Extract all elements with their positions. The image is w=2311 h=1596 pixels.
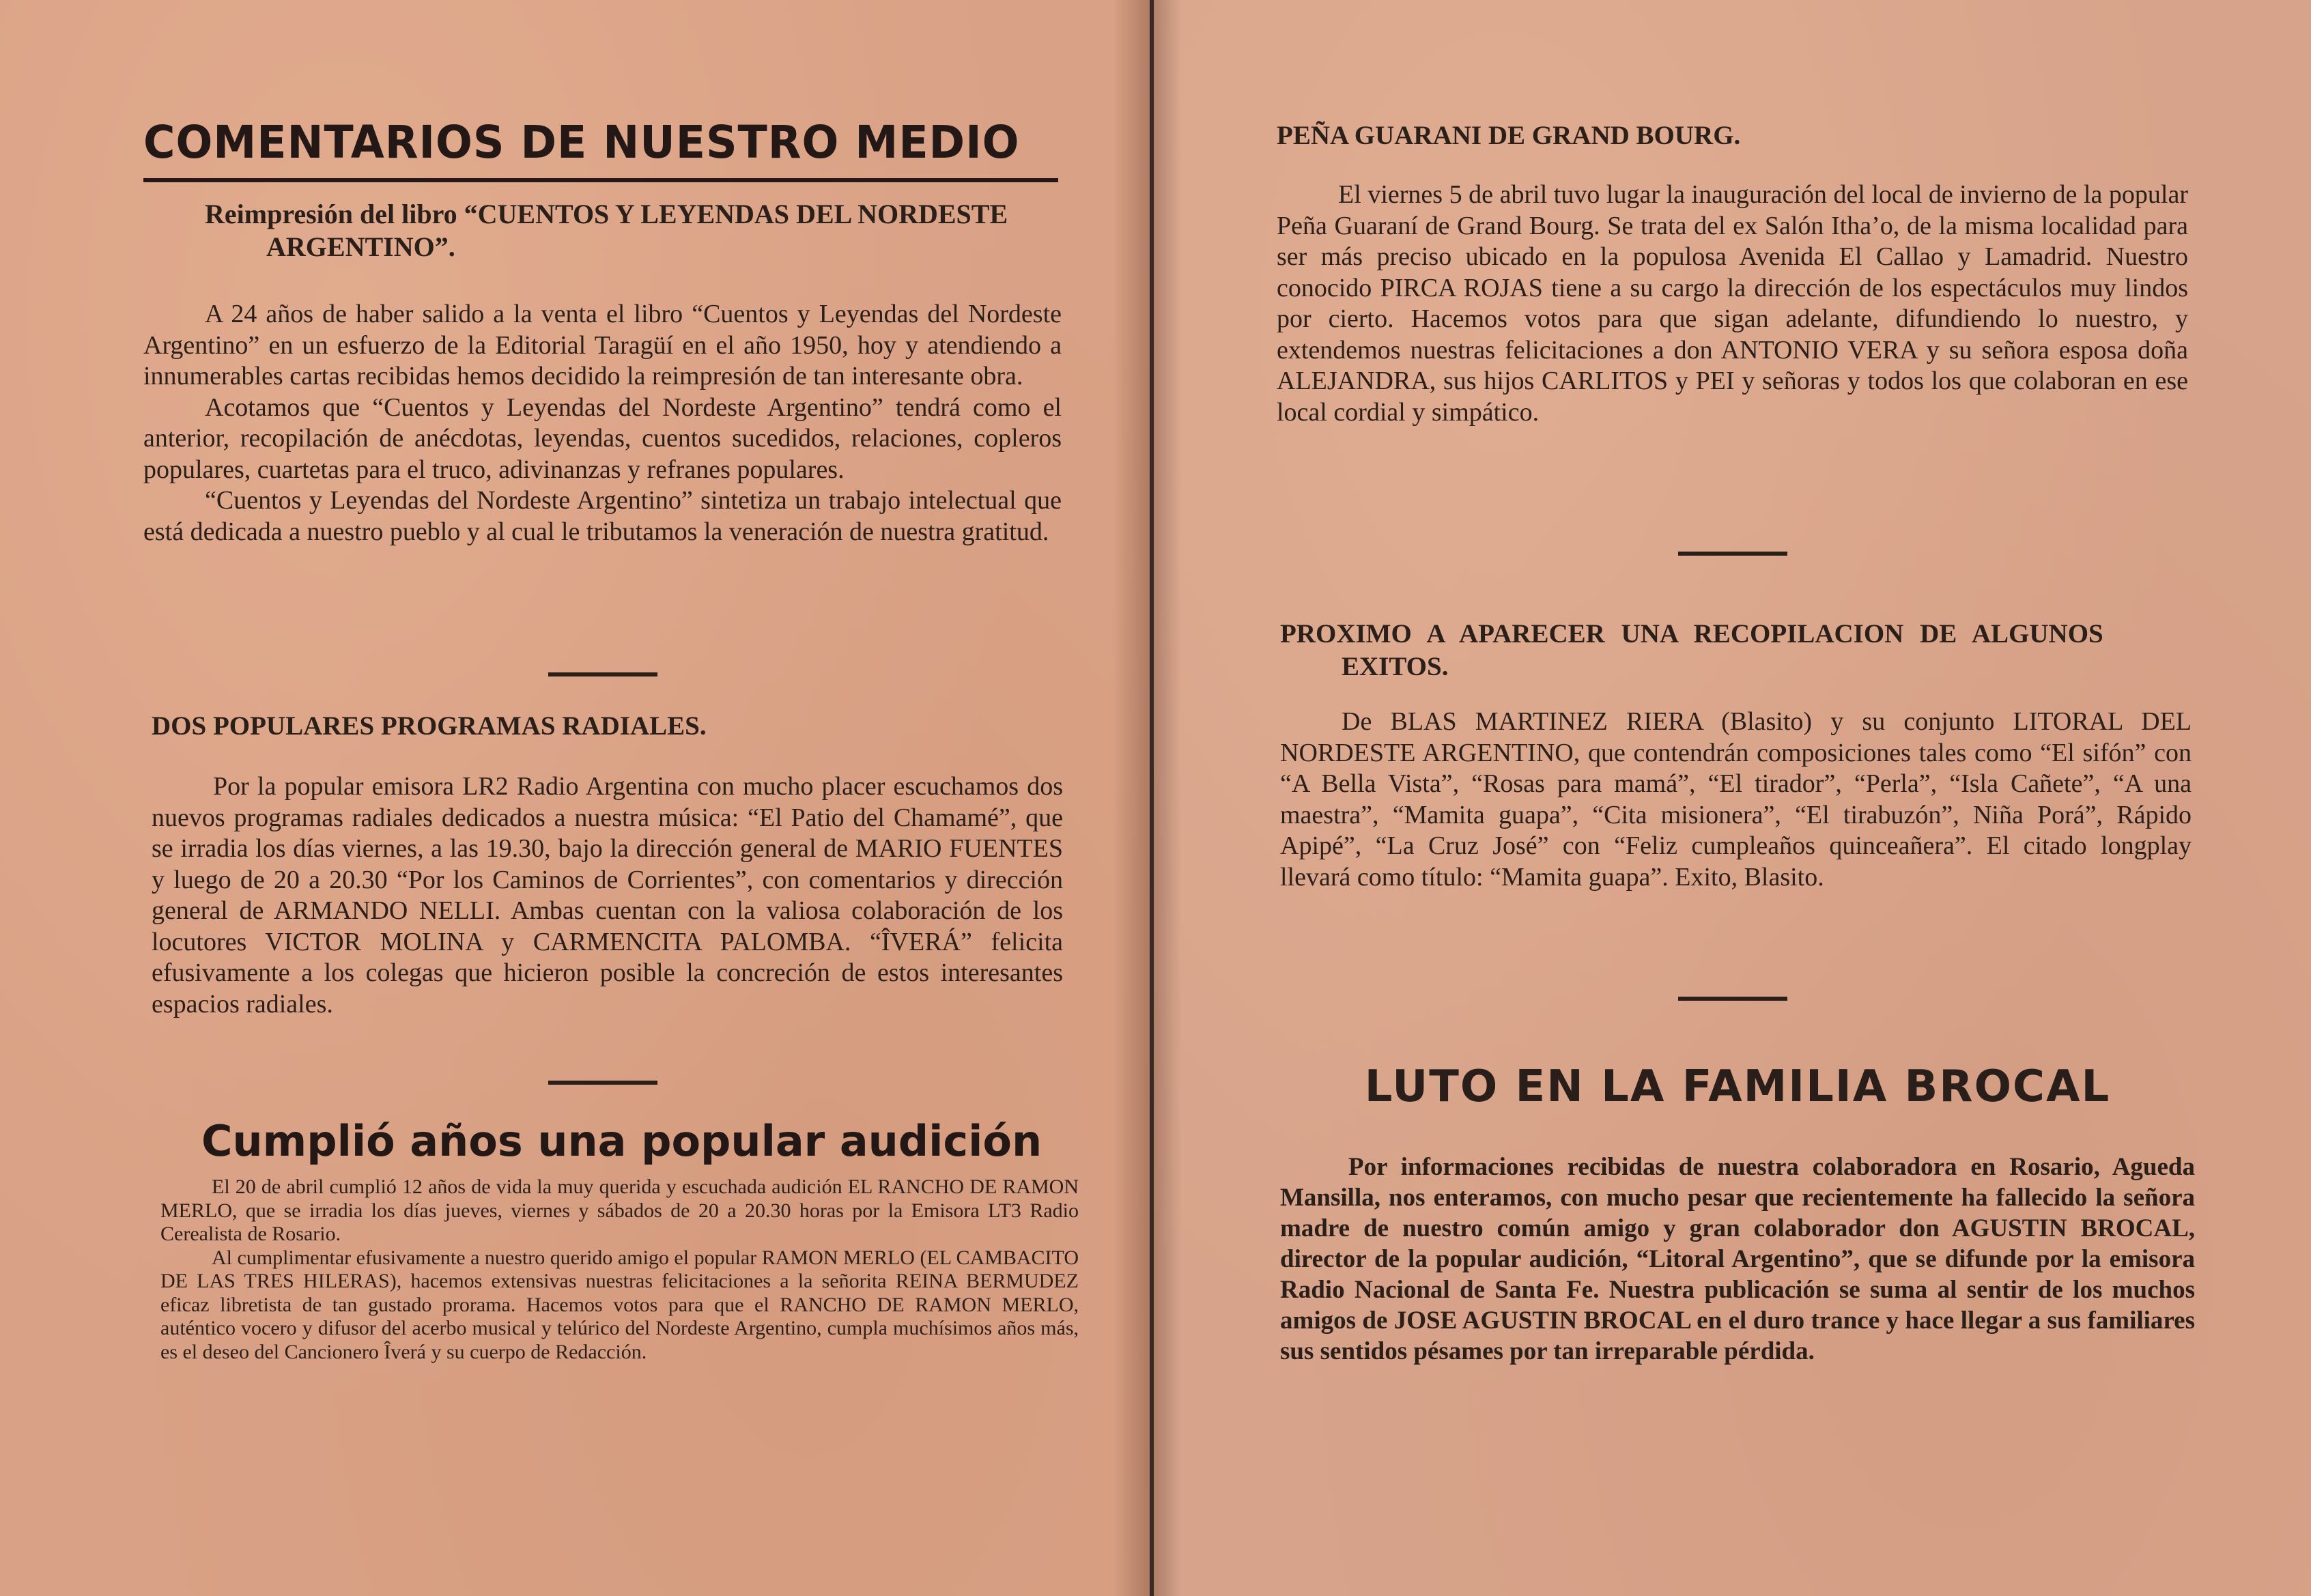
masthead-title: COMENTARIOS DE NUESTRO MEDIO bbox=[143, 116, 1020, 169]
article-title: Reimpresión del libro “CUENTOS Y LEYENDAS DEL NORDESTE ARGENTINO”. bbox=[205, 199, 1008, 262]
article-recopilacion-exitos bbox=[1280, 618, 2192, 893]
article-cumplio-anos bbox=[160, 1116, 1079, 1364]
divider-rule bbox=[1678, 997, 1787, 1001]
article-reimpresion bbox=[143, 198, 1062, 547]
article-title: DOS POPULARES PROGRAMAS RADIALES. bbox=[152, 711, 707, 741]
article-paragraph: El viernes 5 de abril tuvo lugar la inauguración del local de invierno de la popular Peña Guaraní de Grand Bourg. Se trata del ex Salón Itha’o, de la misma localidad para ser más preciso ubicado en la populosa Avenida El Callao y Lamadrid. Nuestro conocido PIRCA ROJAS tiene a su cargo la dirección de los espectáculos muy lindos por cierto. Hacemos votos para que sigan adelante, difundiendo lo nuestro, y extendemos nuestras felicitaciones a don ANTONIO VERA y su señora esposa doña ALEJANDRA, sus hijos CARLITOS y PEI y señoras y todos los que colaboran en ese local cordial y simpático. bbox=[1277, 180, 2188, 427]
article-paragraph: “Cuentos y Leyendas del Nordeste Argentino” sintetiza un trabajo intelectual que está dedicada a nuestro pueblo y al cual le tributamos la veneración de nuestra gratitud. bbox=[143, 486, 1062, 546]
article-paragraph: Acotamos que “Cuentos y Leyendas del Nordeste Argentino” tendrá como el anterior, recopilación de anécdotas, leyendas, cuentos sucedidos, relaciones, copleros populares, cuartetas para el truco, adivinanzas y refranes populares. bbox=[143, 393, 1062, 484]
article-title: PROXIMO A APARECER UNA RECOPILACION DE ALGUNOS EXITOS. bbox=[1280, 619, 2103, 681]
article-luto-brocal bbox=[1280, 1061, 2195, 1367]
divider-rule bbox=[548, 672, 657, 676]
article-title: PEÑA GUARANI DE GRAND BOURG. bbox=[1277, 121, 1741, 150]
article-paragraph: El 20 de abril cumplió 12 años de vida la muy querida y escuchada audición EL RANCHO DE RAMON MERLO, que se irradia los días jueves, viernes y sábados de 20 a 20.30 horas por la Emisora LT3 Radio Cerealista de Rosario. bbox=[160, 1175, 1079, 1245]
article-paragraph: Al cumplimentar efusivamente a nuestro querido amigo el popular RAMON MERLO (EL CAMBACITO DE LAS TRES HILERAS), hacemos extensivas nuestras felicitaciones a la señorita REINA BERMUDEZ eficaz libretista de tan gustado prorama. Hacemos votos para que el RANCHO DE RAMON MERLO, auténtico vocero y difusor del acerbo musical y telúrico del Nordeste Argentino, cumpla muchísimos años más, es el deseo del Cancionero Îverá y su cuerpo de Redacción. bbox=[160, 1246, 1079, 1363]
gutter-shadow bbox=[1154, 0, 1181, 1596]
divider-rule bbox=[548, 1081, 657, 1085]
section-divider bbox=[1277, 997, 2188, 1001]
section-divider bbox=[143, 1081, 1062, 1085]
section-divider bbox=[143, 672, 1062, 676]
article-paragraph: A 24 años de haber salido a la venta el libro “Cuentos y Leyendas del Nordeste Argentino” en un esfuerzo de la Editorial Taragüí en el año 1950, hoy y atendiendo a innumerables cartas recibidas hemos decidido la reimpresión de tan interesante obra. bbox=[143, 300, 1062, 390]
article-pena-guarani bbox=[1277, 119, 2188, 428]
article-title: LUTO EN LA FAMILIA BROCAL bbox=[1364, 1061, 2111, 1112]
article-paragraph: De BLAS MARTINEZ RIERA (Blasito) y su conjunto LITORAL DEL NORDESTE ARGENTINO, que contendrán composiciones tales como “El sifón” con “A Bella Vista”, “Rosas para mamá”, “El tirador”, “Perla”, “Isla Cañete”, “A una maestra”, “Mamita guapa”, “Cita misionera”, “El tirabuzón”, Niña Porá”, Rápido Apipé”, “La Cruz José” con “Feliz cumpleaños quinceañera”. El citado longplay llevará como título: “Mamita guapa”. Exito, Blasito. bbox=[1280, 707, 2192, 892]
article-programas-radiales bbox=[152, 710, 1063, 1020]
article-paragraph: Por informaciones recibidas de nuestra colaboradora en Rosario, Agueda Mansilla, nos enteramos, con mucho pesar que recientemente ha fallecido la señora madre de nuestro común amigo y gran colaborador don AGUSTIN BROCAL, director de la popular audición, “Litoral Argentino”, que se difunde por la emisora Radio Nacional de Santa Fe. Nuestra publicación se suma al sentir de los muchos amigos de JOSE AGUSTIN BROCAL en el duro trance y hace llegar a sus familiares sus sentidos pésames por tan irreparable pérdida. bbox=[1280, 1153, 2195, 1365]
gutter-shadow bbox=[1113, 0, 1154, 1596]
masthead-block bbox=[143, 116, 1062, 182]
masthead-rule bbox=[143, 178, 1058, 182]
right-page bbox=[1154, 0, 2311, 1596]
article-paragraph: Por la popular emisora LR2 Radio Argentina con mucho placer escuchamos dos nuevos programas radiales dedicados a nuestra música: “El Patio del Chamamé”, que se irradia los días viernes, a las 19.30, bajo la dirección general de MARIO FUENTES y luego de 20 a 20.30 “Por los Caminos de Corrientes”, con comentarios y dirección general de ARMANDO NELLI. Ambas cuentan con la valiosa colaboración de los locutores VICTOR MOLINA y CARMENCITA PALOMBA. “ÎVERÁ” felicita efusivamente a los colegas que hicieron posible la concreción de estos interesantes espacios radiales. bbox=[152, 772, 1063, 1018]
divider-rule bbox=[1678, 552, 1787, 556]
left-page bbox=[0, 0, 1154, 1596]
section-divider bbox=[1277, 552, 2188, 556]
article-title: Cumplió años una popular audición bbox=[201, 1116, 1043, 1166]
